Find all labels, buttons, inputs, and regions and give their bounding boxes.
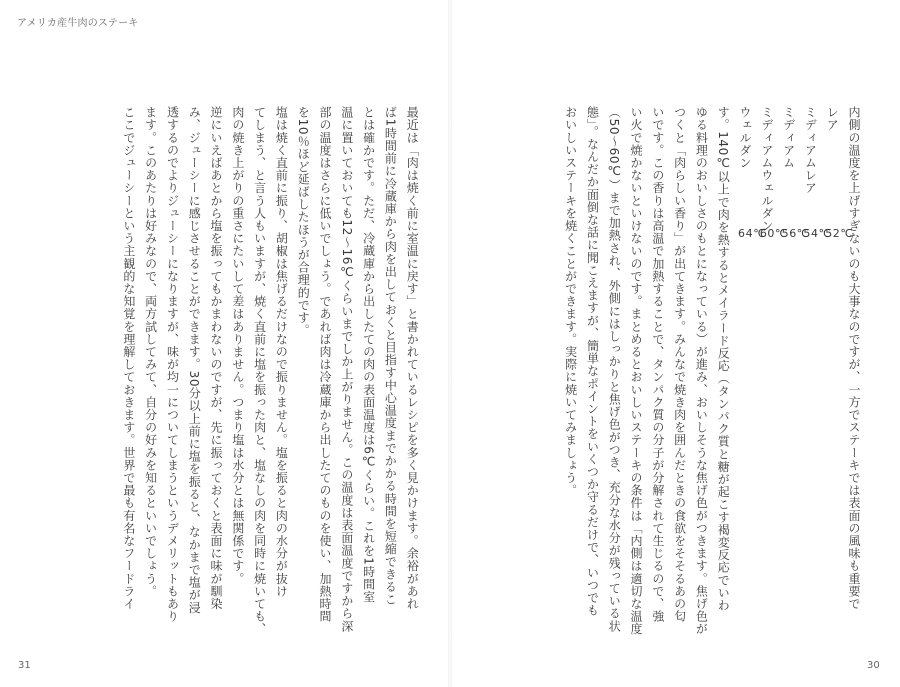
text-line: 内側の温度を上げすぎないのも大事なのですが、一方でステーキでは表面の風味も重要で [847, 106, 861, 610]
column-spacer [427, 0, 440, 687]
left-page-text [30, 0, 440, 687]
text-line: おいしいステーキを焼くことができます。実際に焼いてみましょう。 [563, 106, 578, 497]
page-gutter [448, 0, 452, 687]
temperature-label: ミディアムウェルダン [759, 106, 774, 232]
temperature-value: 54℃ [803, 227, 832, 240]
temperature-label: ウェルダン [738, 106, 753, 169]
text-line: てしまう、と言う人もいますが、焼く直前に塩を振った肉と、塩なしの肉を同時に焼いても、 [252, 106, 267, 636]
text-line: 最近は「肉は焼く前に室温に戻す」と書かれているレシピを多く見かけます。余裕があれ [405, 106, 420, 610]
text-line: 温に置いておいても12〜16℃くらいまでしか上がりません。この温度は表面温度ですから深 [339, 106, 354, 633]
text-line: つくと「肉らしい香り」が出てきます。みんなで焼き肉を囲んだときの食欲をそそるあの匂 [672, 106, 687, 623]
text-line: を10％ほど延ばしたほうが合理的です。 [296, 106, 311, 337]
text-line: 逆にいえばあとから塩を振ってもかまわないのですが、先に振っておくと表面に味が馴染 [209, 106, 224, 610]
temperature-row [803, 0, 832, 687]
text-line: （50〜60℃）まで加熱され、外側にはしっかりと焦げ色がつき、充分な水分が残っている状 [607, 106, 622, 633]
temperature-value: 64℃ [738, 227, 767, 240]
temperature-value: 60℃ [759, 227, 788, 240]
temperature-row [781, 0, 810, 687]
text-line: い火で焼かないといけないのです。まとめるとおいしいステーキの条件は「内側は適切な温度 [629, 106, 644, 636]
text-line: 態」。なんだか面倒な話に聞こえますが、簡単なポイントをいくつか守るだけで、いつでも [585, 106, 600, 617]
text-line: ゆる料理のおいしさのもとになっている）が進み、おいしそうな焦げ色がつきます。焦げ色が [694, 106, 709, 636]
text-line: いです。この香りは高温で加熱することで、タンパク質の分子が分解されて生じるので、強 [650, 106, 665, 623]
text-line: ます。このあたりは好みなので、両方試してみて、自分の好みを知るといいでしょう。 [143, 106, 158, 598]
text-line: 塩は焼く直前に振り、胡椒は焦げるだけなので振りません。塩を振ると肉の水分が抜け [274, 106, 289, 598]
temperature-label: ミディアムレア [803, 106, 818, 195]
temperature-value: 56℃ [781, 227, 810, 240]
text-line: み、ジューシーに感じさせることができます。30分以上前に塩を振ると、なかまで塩が浸 [187, 106, 202, 614]
running-head: アメリカ産牛肉のステーキ [17, 18, 139, 29]
temperature-label: レア [825, 106, 840, 132]
text-line: す。140℃以上で肉を熱するとメイラード反応（タンパク質と糖が起こす褐変反応でいわ [716, 106, 731, 612]
text-line: とは確かです。ただ、冷蔵庫から出したての肉の表面温度は6℃くらい。これを1時間室 [361, 106, 376, 604]
page-number-right: 30 [867, 660, 880, 671]
temperature-value: 52℃ [825, 227, 854, 240]
temperature-label: ミディアム [781, 106, 796, 169]
text-line: 部の温度はさらに低いでしょう。であれば肉は冷蔵庫から出したてのものを使い、加熱時間 [318, 106, 333, 623]
page-number-left: 31 [18, 660, 31, 671]
text-line: 肉の焼き上がりの重さにたいして差はありません。つまり塩は水分とは無関係です。 [230, 106, 245, 585]
temperature-row [759, 0, 788, 687]
text-line: ば1時間前に冷蔵庫から肉を出しておくと目指す中心温度までかかる時間を短縮できるこ [383, 106, 398, 606]
text-line: 透するのでよりジューシーになりますが、味が均一についてしまうというデメリットもあり [165, 106, 180, 623]
text-line: ここでジューシーという主観的な知覚を理解しておきます。世界で最も有名なフードライ [121, 106, 136, 610]
right-page-text [455, 0, 860, 687]
